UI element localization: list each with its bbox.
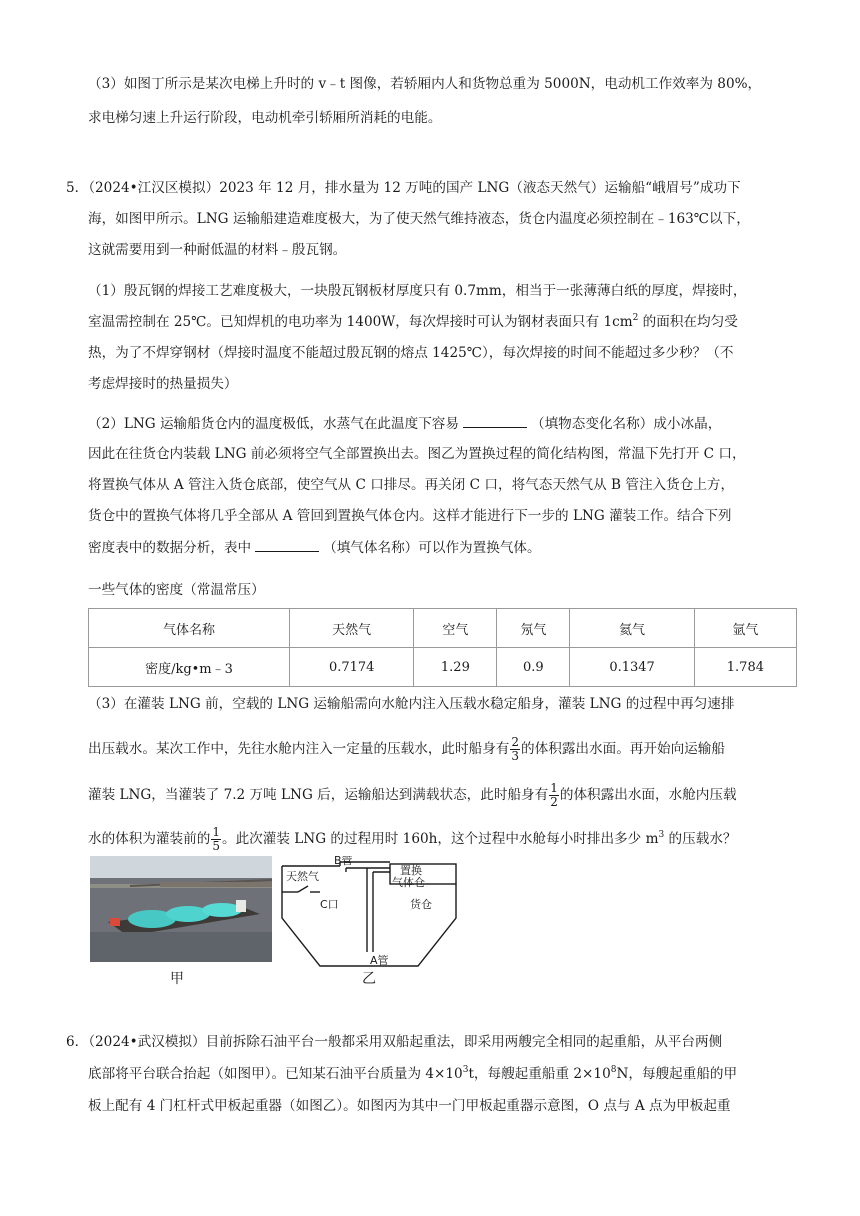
q5-stem-line3: 这就需要用到一种耐低温的材料﹣殷瓦钢。 (88, 242, 347, 258)
q5-p1-line2-sup: 2 (632, 313, 639, 323)
q5-p2-line1-b: （填物态变化名称）成小冰晶， (531, 416, 722, 432)
q5-p1-line3: 热，为了不焊穿钢材（焊接时温度不能超过殷瓦钢的熔点 1425℃），每次焊接的时间不能超过多少秒？（不 (88, 345, 734, 361)
lng-ship-photo (90, 856, 272, 962)
q5-p3-line2 (88, 736, 725, 763)
table-header-cell: 空气 (414, 609, 497, 648)
q5-p3-line1: （3）在灌装 LNG 前，空载的 LNG 运输船需向水舱内注入压载水稳定船身，灌装 LNG 的过程中再匀速排 (88, 696, 735, 712)
q6-stem-line1: 6．（2024•武汉模拟）目前拆除石油平台一般都采用双船起重法，即采用两艘完全相同的起重船，从平台两侧 (66, 1034, 723, 1050)
table-row-label: 密度/kg•m﹣3 (89, 648, 290, 687)
table-header-cell: 氖气 (497, 609, 570, 648)
diagram-a-pipe-label: A管 (370, 954, 389, 967)
q5-p2-line5-a: 密度表中的数据分析，表中 (88, 540, 252, 556)
fraction-numerator: 1 (550, 781, 558, 795)
q5-p2-line5 (88, 537, 541, 558)
table-row (89, 648, 797, 687)
q5-stem-line1: 5．（2024•江汉区模拟）2023 年 12 月，排水量为 12 万吨的国产 LNG（液态天然气）运输船“峨眉号”成功下 (66, 180, 741, 196)
table-header-cell: 气体名称 (89, 609, 290, 648)
q6-stem-line2 (88, 1064, 737, 1084)
q4-part3-line2: 求电梯匀速上升运行阶段，电动机牵引轿厢所消耗的电能。 (88, 110, 442, 126)
q6-line2-c: N，每艘起重船的甲 (616, 1066, 738, 1082)
q5-p3-line3 (88, 782, 737, 809)
q5-p3-line2-b: 的体积露出水面。再开始向运输船 (521, 741, 725, 757)
q4-part3-line1: （3）如图丁所示是某次电梯上升时的 v﹣t 图像，若轿厢内人和货物总重为 5000N，电动机工作效率为 80%， (88, 76, 762, 92)
fraction-numerator: 1 (212, 825, 220, 839)
q5-p1-line4: 考虑焊接时的热量损失） (88, 376, 238, 392)
table-cell: 0.1347 (570, 648, 694, 687)
answer-blank-1[interactable] (463, 413, 527, 428)
q5-p3-line4-sup: 3 (658, 830, 665, 840)
density-table (88, 608, 797, 687)
table-header-cell: 天然气 (290, 609, 414, 648)
replacement-structure-diagram (280, 856, 460, 968)
fraction-denominator: 3 (511, 749, 520, 763)
q6-line2-a: 底部将平台联合抬起（如图甲）。已知某石油平台质量为 4×10 (88, 1066, 463, 1082)
q6-line2-sup2: 8 (610, 1065, 617, 1075)
q5-p2-line1-a: （2）LNG 运输船货仓内的温度极低，水蒸气在此温度下容易 (88, 416, 459, 432)
q5-p3-line4-a: 水的体积为灌装前的 (88, 831, 211, 847)
q5-p2-line4: 货仓中的置换气体将几乎全部从 A 管回到置换气体仓内。这样才能进行下一步的 LNG 灌装工作。结合下列 (88, 508, 732, 524)
q5-p3-line4 (88, 826, 737, 853)
fraction-denominator: 2 (550, 795, 558, 809)
figure-yi-label: 乙 (362, 971, 376, 987)
q5-p3-line3-b: 的体积露出水面，水舱内压载 (559, 787, 737, 803)
table-cell: 0.9 (497, 648, 570, 687)
table-cell: 1.784 (694, 648, 796, 687)
q6-stem-line3: 板上配有 4 门杠杆式甲板起重器（如图乙）。如图丙为其中一门甲板起重器示意图，O 点与 A 点为甲板起重 (88, 1098, 731, 1114)
fraction-denominator: 5 (212, 839, 220, 853)
fraction-two-thirds (510, 736, 520, 763)
q5-p3-line2-a: 出压载水。某次工作中，先往水舱内注入一定量的压载水，此时船身有 (88, 741, 510, 757)
q5-p1-line2-a: 室温需控制在 25℃。已知焊机的电功率为 1400W，每次焊接时可认为钢材表面只有 1cm (88, 314, 633, 330)
q5-p2-line1 (88, 413, 721, 434)
q5-p2-line2: 因此在往货仓内装载 LNG 前必须将空气全部置换出去。图乙为置换过程的简化结构图，常温下先打开 C 口， (88, 446, 746, 462)
diagram-b-pipe-label: B管 (334, 856, 353, 867)
fraction-one-fifth (211, 826, 221, 853)
q5-p3-line4-c: 的压载水？ (664, 831, 737, 847)
table-header-cell: 氦气 (570, 609, 694, 648)
diagram-c-port-label: C口 (320, 898, 339, 911)
table-header-row (89, 609, 797, 648)
q5-p1-line2-b: 的面积在均匀受 (638, 314, 738, 330)
q5-p3-line4-b: 。此次灌装 LNG 的过程用时 160h，这个过程中水舱每小时排出多少 m (221, 831, 659, 847)
diagram-cargo-label: 货仓 (410, 898, 432, 911)
diagram-replace-gas-label-1: 置换 (400, 864, 422, 877)
answer-blank-2[interactable] (255, 537, 319, 552)
q6-line2-b: t，每艘起重船重 2×10 (468, 1066, 611, 1082)
q6-line2-sup: 3 (462, 1065, 469, 1075)
q5-stem-line2: 海，如图甲所示。LNG 运输船建造难度极大，为了使天然气维持液态，货仓内温度必须控制在﹣163℃以下， (88, 211, 750, 227)
fraction-one-half (549, 782, 559, 809)
table-caption: 一些气体的密度（常温常压） (88, 582, 265, 598)
diagram-natural-gas-label: 天然气 (286, 870, 319, 883)
q5-p1-line2 (88, 312, 738, 332)
q5-p1-line1: （1）殷瓦钢的焊接工艺难度极大，一块殷瓦钢板材厚度只有 0.7mm，相当于一张薄薄白纸的厚度，焊接时， (88, 283, 747, 299)
table-cell: 1.29 (414, 648, 497, 687)
fraction-numerator: 2 (511, 735, 520, 749)
diagram-replace-gas-label-2: 气体仓 (392, 876, 425, 889)
figure-jia-label: 甲 (170, 971, 184, 987)
q5-p3-line3-a: 灌装 LNG，当灌装了 7.2 万吨 LNG 后，运输船达到满载状态，此时船身有 (88, 787, 549, 803)
table-header-cell: 氩气 (694, 609, 796, 648)
q5-p2-line3: 将置换气体从 A 管注入货仓底部，使空气从 C 口排尽。再关闭 C 口，将气态天然气从 B 管注入货仓上方， (88, 477, 735, 493)
table-cell: 0.7174 (290, 648, 414, 687)
q5-p2-line5-b: （填气体名称）可以作为置换气体。 (323, 540, 541, 556)
